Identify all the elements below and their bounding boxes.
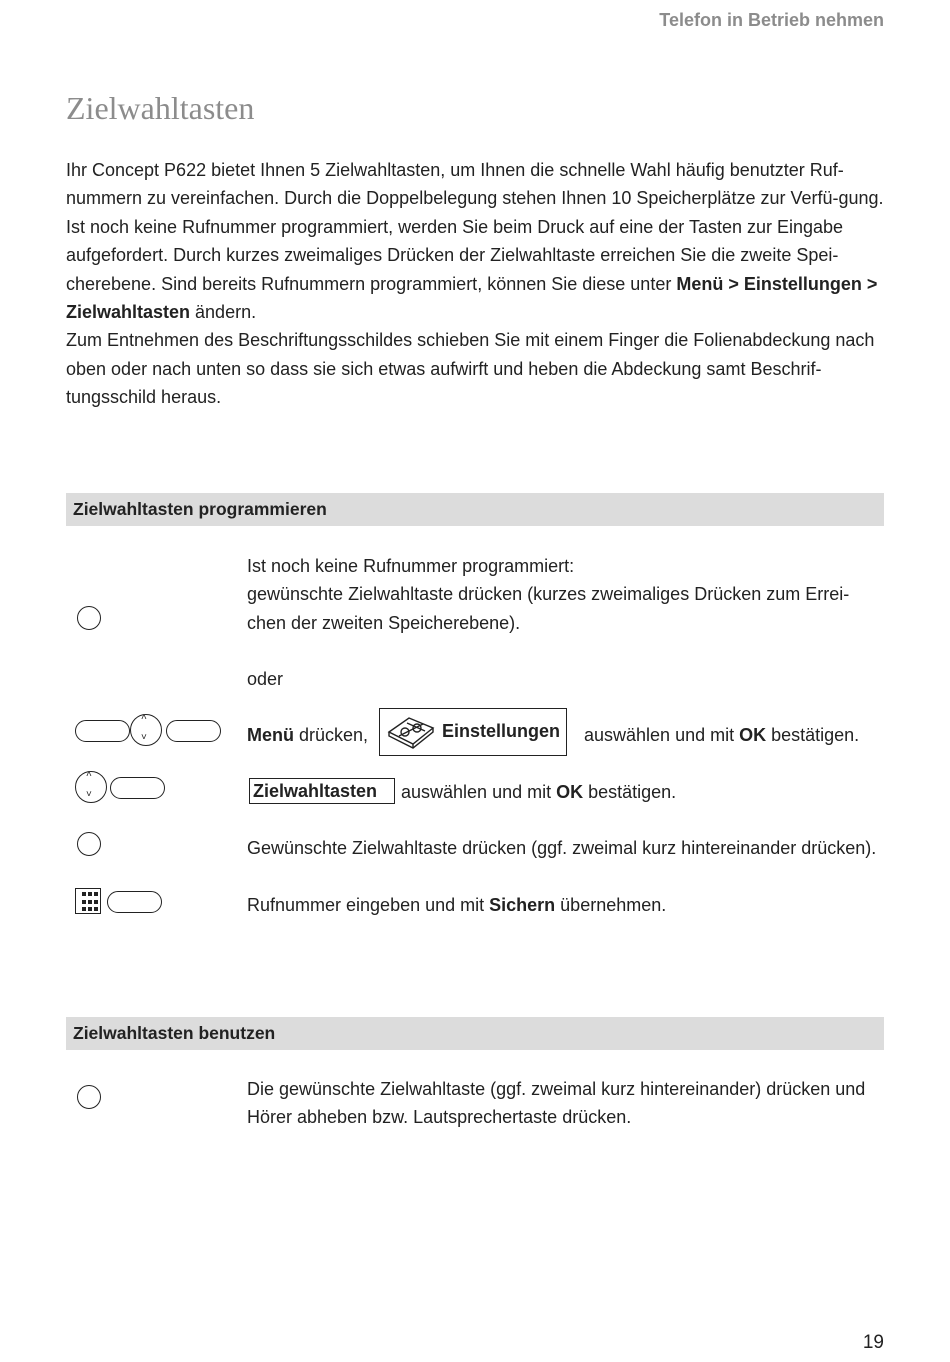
- softkey-ok-icon: [110, 777, 165, 799]
- program-step-1-line-1: Ist noch keine Rufnummer programmiert:: [247, 556, 575, 576]
- navigation-key-icon: [130, 714, 162, 746]
- intro-p2-text: Ist noch keine Rufnummer programmiert, werden Sie beim Druck auf eine der Tasten zur Eingabe aufgefordert. Durch kurzes zweimaliges Drücken der Zielwahltaste erreichen Sie die zweite Spei-cherebene. Sind bereits Rufnummern programmiert, können Sie diese unter: [66, 216, 844, 294]
- program-step-5-b: übernehmen.: [555, 895, 667, 915]
- settings-menu-label: Einstellungen: [442, 721, 561, 741]
- save-label: Sichern: [489, 895, 556, 915]
- program-step-5: [247, 891, 666, 919]
- intro-text: [66, 156, 884, 412]
- running-header: Telefon in Betrieb nehmen: [659, 10, 884, 30]
- speed-dial-key-icon-2: [77, 832, 101, 856]
- intro-paragraph-3: Zum Entnehmen des Beschriftungsschildes schieben Sie mit einem Finger die Folienabdeckung nach oben oder nach unten so dass sie sich etwas aufwirft und heben die Abdeckung samt Beschrif-tungsschild heraus.: [66, 330, 875, 408]
- intro-p2-end: ändern.: [190, 302, 257, 323]
- program-step-2-lead: [247, 721, 368, 749]
- program-step-3-rest-b: bestätigen.: [583, 782, 677, 802]
- program-step-3-rest-a: auswählen und mit: [401, 782, 557, 802]
- program-step-4: Gewünschte Zielwahltaste drücken (ggf. zweimal kurz hintereinander drücken).: [247, 838, 877, 858]
- page-number: 19: [862, 1332, 884, 1353]
- program-step-2-rest-b: bestätigen.: [766, 725, 860, 745]
- section-heading-program: Zielwahltasten programmieren: [66, 493, 884, 526]
- toolbox-icon: [385, 714, 437, 750]
- program-step-2-rest: [584, 721, 859, 749]
- program-step-2-press: drücken,: [294, 725, 369, 745]
- softkey-left-icon: [75, 720, 130, 742]
- speed-dial-menu-display: Zielwahltasten: [249, 778, 395, 804]
- program-step-2-rest-a: auswählen und mit: [584, 725, 740, 745]
- program-step-5-a: Rufnummer eingeben und mit: [247, 895, 490, 915]
- navigation-key-icon-2: [75, 771, 107, 803]
- settings-menu-display: [379, 708, 567, 756]
- intro-paragraph-1: Ihr Concept P622 bietet Ihnen 5 Zielwahltasten, um Ihnen die schnelle Wahl häufig benutzter Ruf-nummern zu vereinfachen. Durch die Doppelbelegung stehen Ihnen 10 Speicherplätze zur Verfü-gung.: [66, 160, 884, 209]
- keypad-icon: [75, 888, 101, 914]
- program-step-1-line-2: gewünschte Zielwahltaste drücken (kurzes zweimaliges Drücken zum Errei-chen der zweiten Speicherebene).: [247, 584, 850, 633]
- use-step-1: Die gewünschte Zielwahltaste (ggf. zweimal kurz hintereinander) drücken und Hörer abheben bzw. Lautsprechertaste drücken.: [247, 1079, 866, 1128]
- ok-label-2: OK: [556, 782, 584, 802]
- ok-label: OK: [739, 725, 767, 745]
- intro-paragraph-2: [66, 213, 884, 327]
- speed-dial-key-icon-3: [77, 1085, 101, 1109]
- softkey-save-icon: [107, 891, 162, 913]
- softkey-right-icon: [166, 720, 221, 742]
- page-title: Zielwahltasten: [66, 90, 255, 126]
- or-label: oder: [247, 669, 284, 689]
- menu-key-label: Menü: [247, 725, 294, 745]
- speed-dial-key-icon: [77, 606, 101, 630]
- menu-path: Menü > Einstellungen > Zielwahltasten: [66, 273, 878, 323]
- program-step-1: [247, 552, 867, 637]
- program-step-3-rest: [401, 778, 676, 806]
- section-heading-use: Zielwahltasten benutzen: [66, 1017, 884, 1050]
